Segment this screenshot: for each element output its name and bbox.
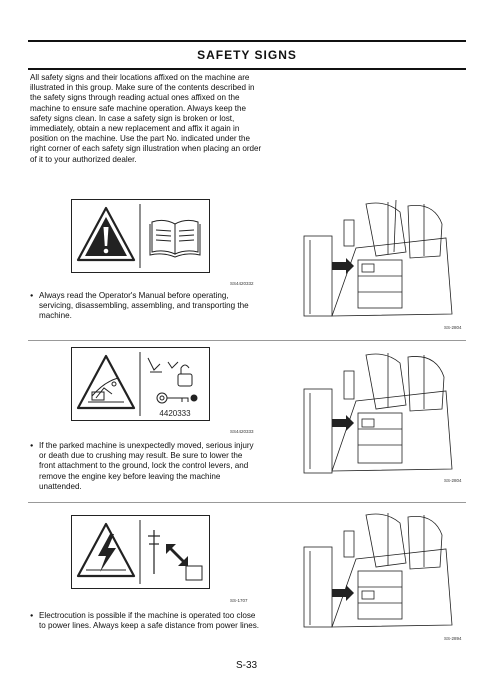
- machine-square-icon: [186, 566, 202, 580]
- sign-code: SS-1707: [230, 598, 248, 603]
- sign-crush-graphic: [72, 348, 209, 420]
- safety-sign-parked-machine: [71, 347, 210, 421]
- power-line-icon: [148, 530, 160, 574]
- machine-location-illustration: [296, 507, 456, 633]
- distance-arrow-icon: [166, 544, 188, 566]
- sign-description: ● Always read the Operator's Manual before operating, servicing, disassembling, assembling, and transporting the machine.: [30, 291, 260, 322]
- electrocution-warning-icon: [78, 524, 134, 576]
- page-header: [28, 40, 466, 70]
- safety-sign-manual: [71, 199, 210, 273]
- crush-warning-icon: [78, 356, 134, 408]
- intro-paragraph: All safety signs and their locations affixed on the machine are illustrated in this group. Make sure of the contents described in the safety signs through reading actual ones affixed on the machine to ensure safe machine operation. Always keep the safety signs clean. In case a safety sign is broken or lost, immediately, obtain a new replacement and affix it again in position on the machine. Use the part No. indicated under the right corner of each safety sign illustration when placing an order of it to your authorized dealer.: [30, 73, 262, 164]
- safety-sign-electrocution: [71, 515, 210, 589]
- section-divider: [28, 340, 466, 341]
- sign-part-number: 4420333: [159, 409, 191, 418]
- page-title: SAFETY SIGNS: [197, 48, 297, 62]
- page-number: S-33: [235, 660, 258, 671]
- figure-code: SS-2804: [444, 325, 462, 330]
- sign-electrocution-graphic: [72, 516, 209, 588]
- open-book-icon: [150, 220, 200, 257]
- sign-code: SS4420332: [230, 281, 254, 286]
- warning-triangle-icon: [78, 208, 134, 260]
- lever-lock-icon: [148, 358, 192, 386]
- sign-description: ● Electrocution is possible if the machine is operated too close to power lines. Always keep a safe distance from power lines.: [30, 611, 260, 631]
- machine-location-illustration: [296, 196, 456, 324]
- figure-code: SS-2804: [444, 478, 462, 483]
- sign-code: SS4420333: [230, 429, 254, 434]
- figure-code: SS-2894: [444, 636, 462, 641]
- machine-location-illustration: [296, 345, 456, 479]
- sign-description: ● If the parked machine is unexpectedly moved, serious injury or death due to crushing may result. Be sure to lower the front attachment to the ground, lock the control levers, and remove the engine key before leaving the machine unattended.: [30, 441, 260, 492]
- sign-manual-graphic: [72, 200, 209, 272]
- section-divider: [28, 502, 466, 503]
- engine-key-icon: [157, 393, 197, 403]
